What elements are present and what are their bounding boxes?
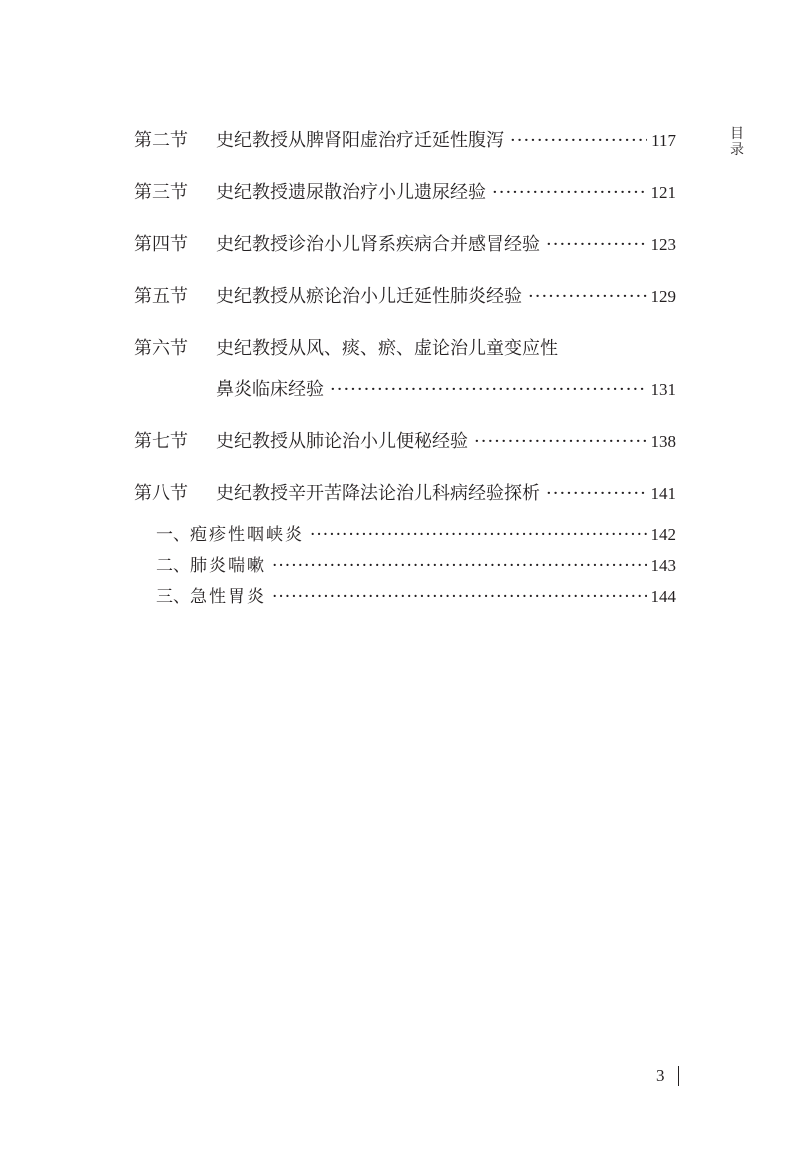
dot-leader: [546, 483, 647, 504]
entry-title: 史纪教授从脾肾阳虚治疗迁延性腹泻: [216, 130, 504, 151]
entry-title: 史纪教授从瘀论治小儿迁延性肺炎经验: [216, 286, 522, 307]
page-number: 138: [650, 432, 676, 451]
toc-subentry[interactable]: [156, 520, 676, 545]
page-number: 141: [650, 484, 676, 503]
subentry-title: 疱疹性咽峡炎: [190, 525, 304, 545]
page-number: 142: [650, 525, 676, 544]
subentry-title: 急性胃炎: [190, 587, 266, 607]
dot-leader: [310, 525, 647, 545]
toc-entry[interactable]: [134, 178, 676, 204]
section-number: 第四节: [134, 234, 188, 255]
page-number: 131: [650, 380, 676, 399]
toc-entry[interactable]: [134, 427, 676, 453]
entry-title: 史纪教授从肺论治小儿便秘经验: [216, 431, 468, 452]
dot-leader: [330, 379, 647, 400]
toc-entry[interactable]: [134, 334, 676, 360]
section-number: 第二节: [134, 130, 188, 151]
section-number: 第三节: [134, 182, 188, 203]
dot-leader: [546, 234, 647, 255]
dot-leader: [272, 556, 647, 576]
subentry-number: 二、: [156, 556, 190, 576]
section-number: 第八节: [134, 483, 188, 504]
page-number: 117: [651, 131, 676, 150]
entry-title: 史纪教授遗尿散治疗小儿遗尿经验: [216, 182, 486, 203]
section-number: 第六节: [134, 338, 188, 359]
page-folio: 3: [656, 1066, 665, 1085]
toc-subentry[interactable]: [156, 551, 676, 576]
toc-entry[interactable]: [134, 230, 676, 256]
entry-title: 史纪教授诊治小儿肾系疾病合并感冒经验: [216, 234, 540, 255]
toc-entry-continuation[interactable]: [216, 375, 676, 401]
folio-rule: [678, 1066, 679, 1086]
entry-title-continuation: 鼻炎临床经验: [216, 379, 324, 400]
running-head-char: 录: [730, 142, 744, 158]
subentry-number: 一、: [156, 525, 190, 545]
page-number: 143: [650, 556, 676, 575]
entry-title: 史纪教授从风、痰、瘀、虚论治儿童变应性: [216, 338, 558, 359]
dot-leader: [510, 130, 647, 151]
dot-leader: [272, 587, 647, 607]
subentry-number: 三、: [156, 587, 190, 607]
toc-subentry[interactable]: [156, 582, 676, 607]
page-number: 129: [650, 287, 676, 306]
toc-entry[interactable]: [134, 126, 676, 152]
dot-leader: [474, 431, 647, 452]
subentry-title: 肺炎喘嗽: [190, 556, 266, 576]
entry-title: 史纪教授辛开苦降法论治儿科病经验探析: [216, 483, 540, 504]
toc-entry[interactable]: [134, 282, 676, 308]
page-number: 121: [650, 183, 676, 202]
running-head-contents: [728, 126, 746, 158]
toc-entry[interactable]: [134, 479, 676, 505]
section-number: 第七节: [134, 431, 188, 452]
dot-leader: [528, 286, 647, 307]
running-head-char: 目: [730, 126, 744, 142]
section-number: 第五节: [134, 286, 188, 307]
dot-leader: [492, 182, 647, 203]
page-number: 144: [650, 587, 676, 606]
page-number: 123: [650, 235, 676, 254]
